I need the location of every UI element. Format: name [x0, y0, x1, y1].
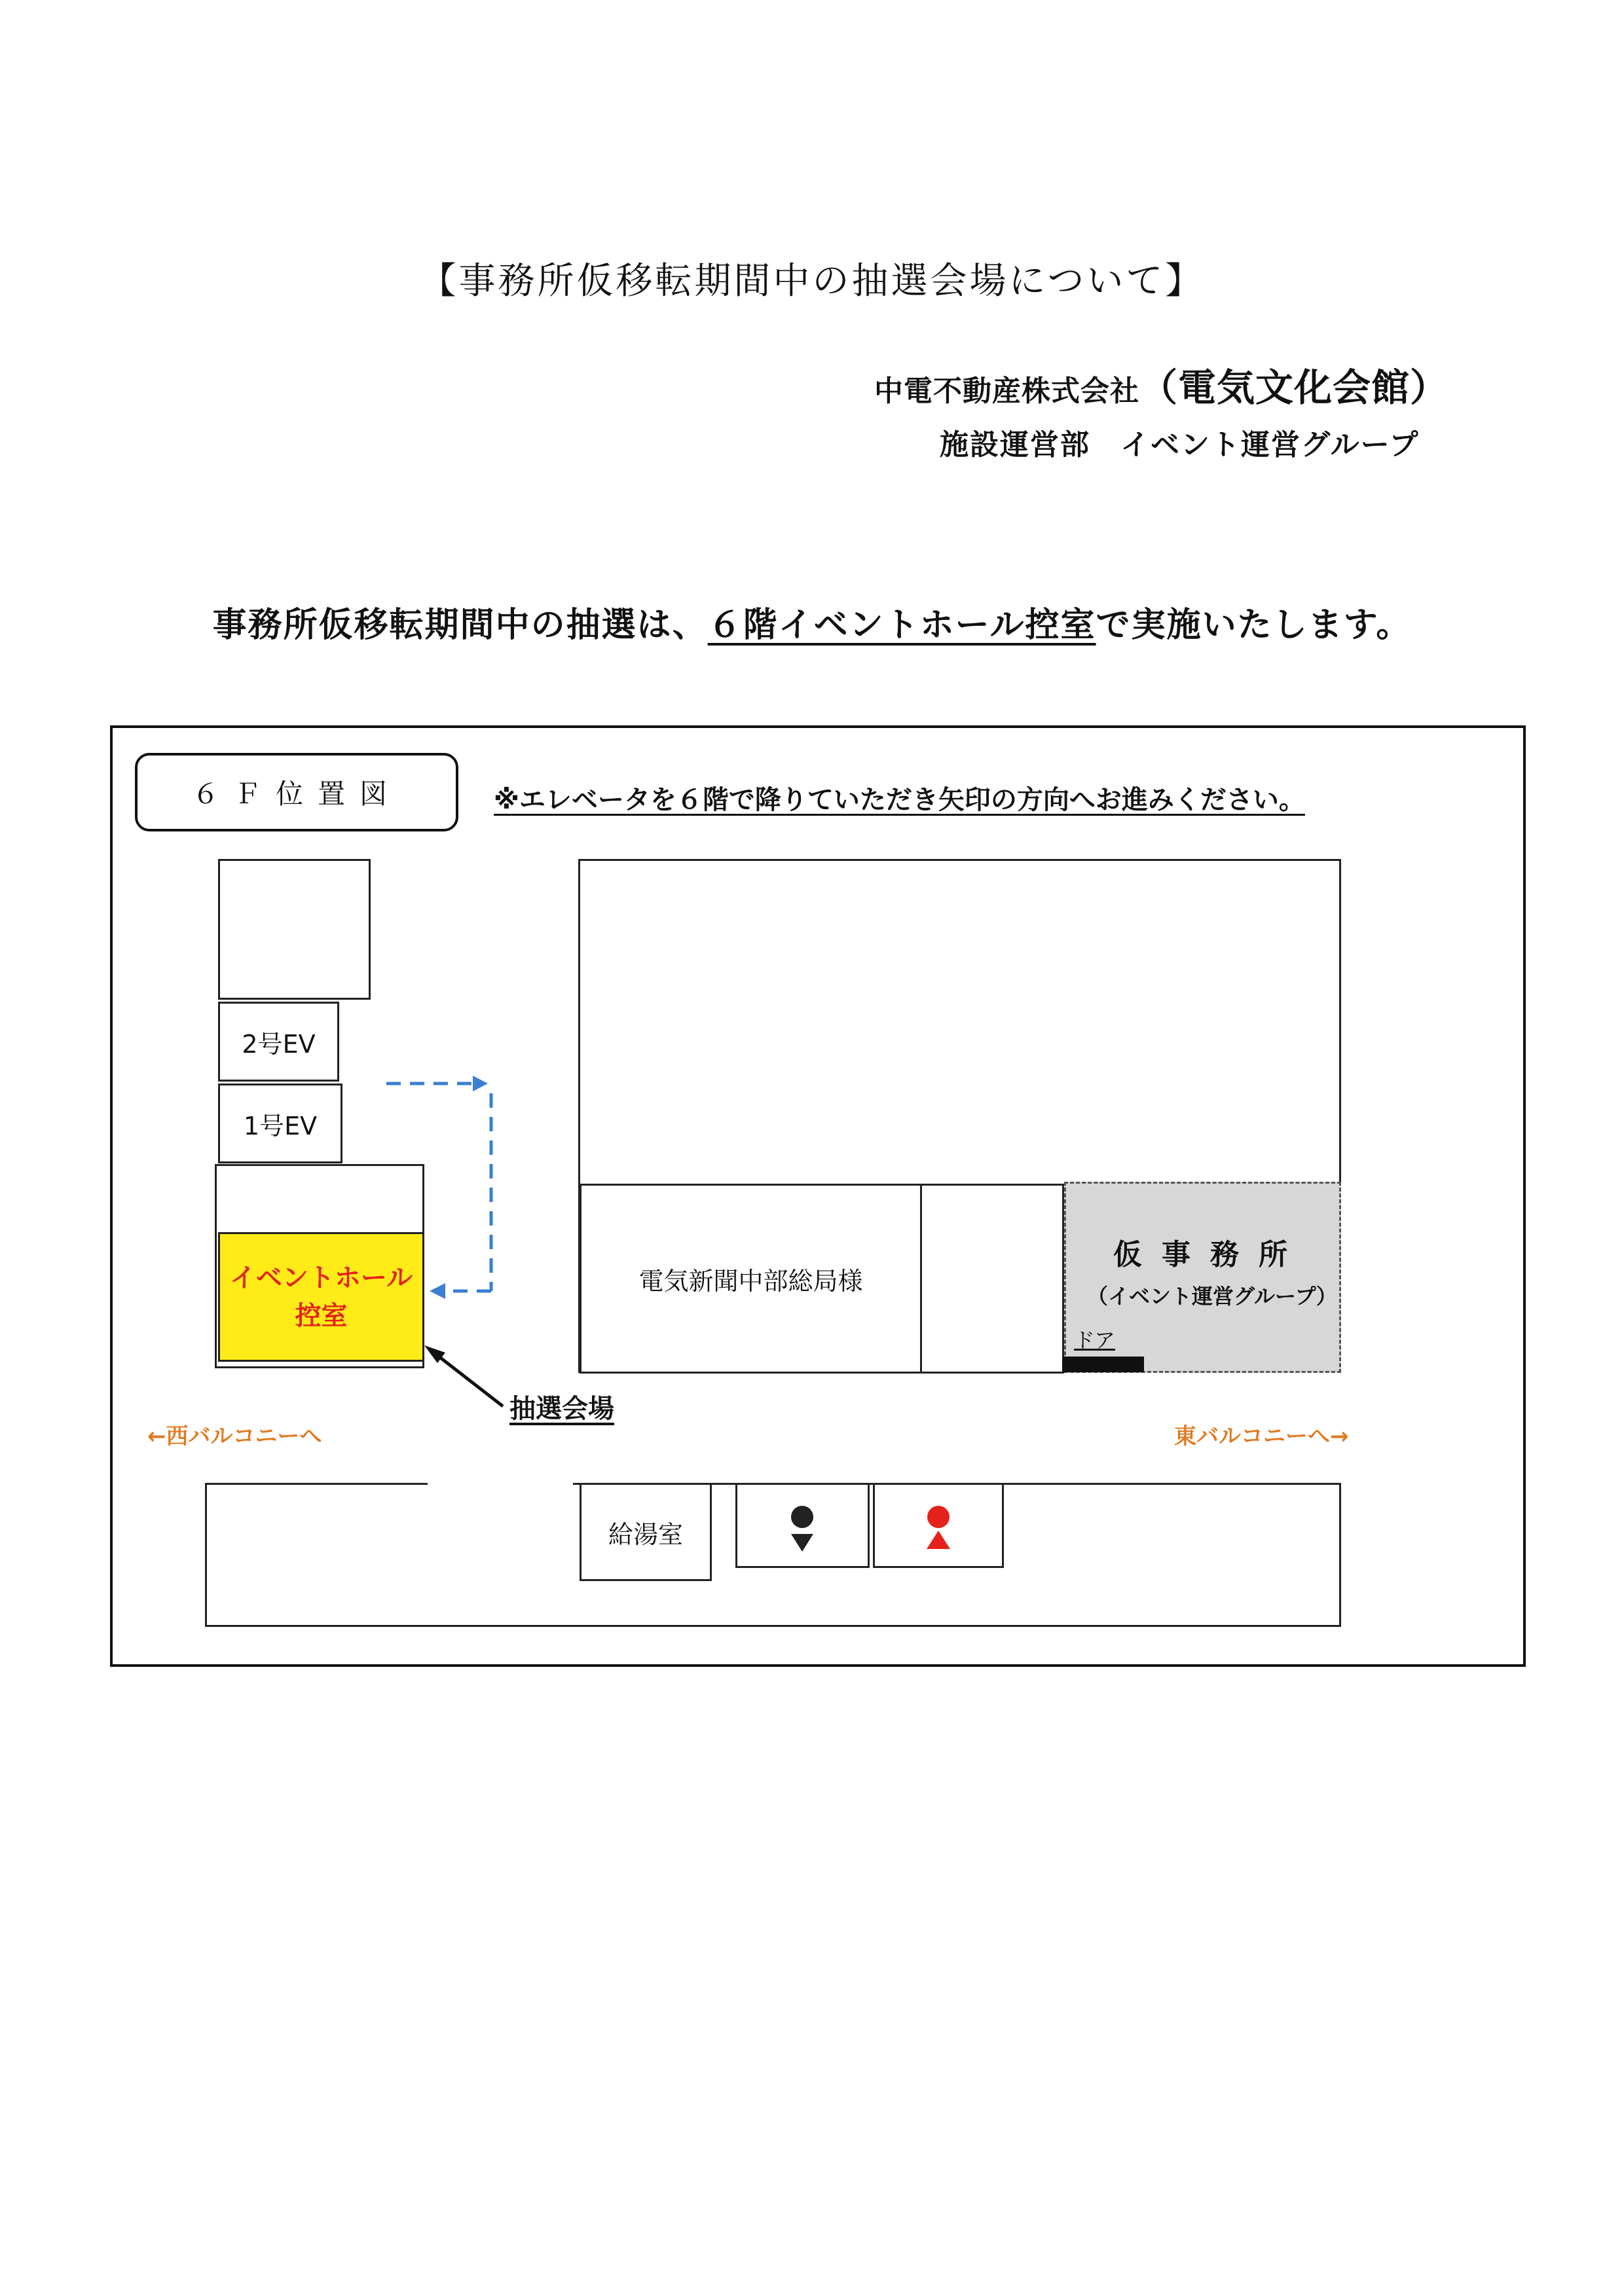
door-label: ドア	[1074, 1328, 1116, 1353]
male-restroom-icon	[791, 1506, 813, 1552]
west-balcony-label: ←西バルコニーへ	[147, 1423, 322, 1449]
map-title: ６Ｆ位置図	[135, 753, 458, 831]
event-hall-label-line2: 控室	[295, 1301, 348, 1331]
elevator-2: 2号EV	[218, 1002, 339, 1082]
venue-label: 抽選会場	[509, 1394, 614, 1424]
notice-before: 事務所仮移転期間中の抽選は、	[212, 606, 708, 645]
newspaper-office: 電気新聞中部総局様	[580, 1184, 922, 1374]
female-restroom-icon	[927, 1506, 950, 1549]
route-arrow-head-top	[473, 1076, 488, 1091]
kitchenette: 給湯室	[580, 1483, 712, 1581]
elevator-1: 1号EV	[218, 1084, 342, 1163]
organization-department: 施設運営部 イベント運営グループ	[940, 428, 1420, 462]
organization-prefix: 中電不動産株式会社	[874, 374, 1139, 408]
map-instruction: ※エレベータを６階で降りていただき矢印の方向へお進みください。	[494, 785, 1305, 815]
event-hall-label-line1: イベントホール	[229, 1263, 413, 1293]
organization-brand: （電気文化会館）	[1139, 365, 1449, 410]
venue-pointer-line	[435, 1354, 503, 1406]
route-arrow	[386, 1084, 491, 1291]
notice-emphasis: ６階イベントホール控室	[707, 606, 1096, 645]
notice-after: で実施いたします。	[1096, 606, 1412, 645]
route-arrow-head-end	[430, 1283, 445, 1299]
temporary-office-title: 仮事務所	[1113, 1238, 1307, 1271]
temporary-office-subtitle: （イベント運営グループ）	[1087, 1284, 1337, 1309]
page-title: 【事務所仮移転期間中の抽選会場について】	[419, 260, 1205, 302]
east-balcony-label: 東バルコニーへ→	[1174, 1423, 1349, 1449]
